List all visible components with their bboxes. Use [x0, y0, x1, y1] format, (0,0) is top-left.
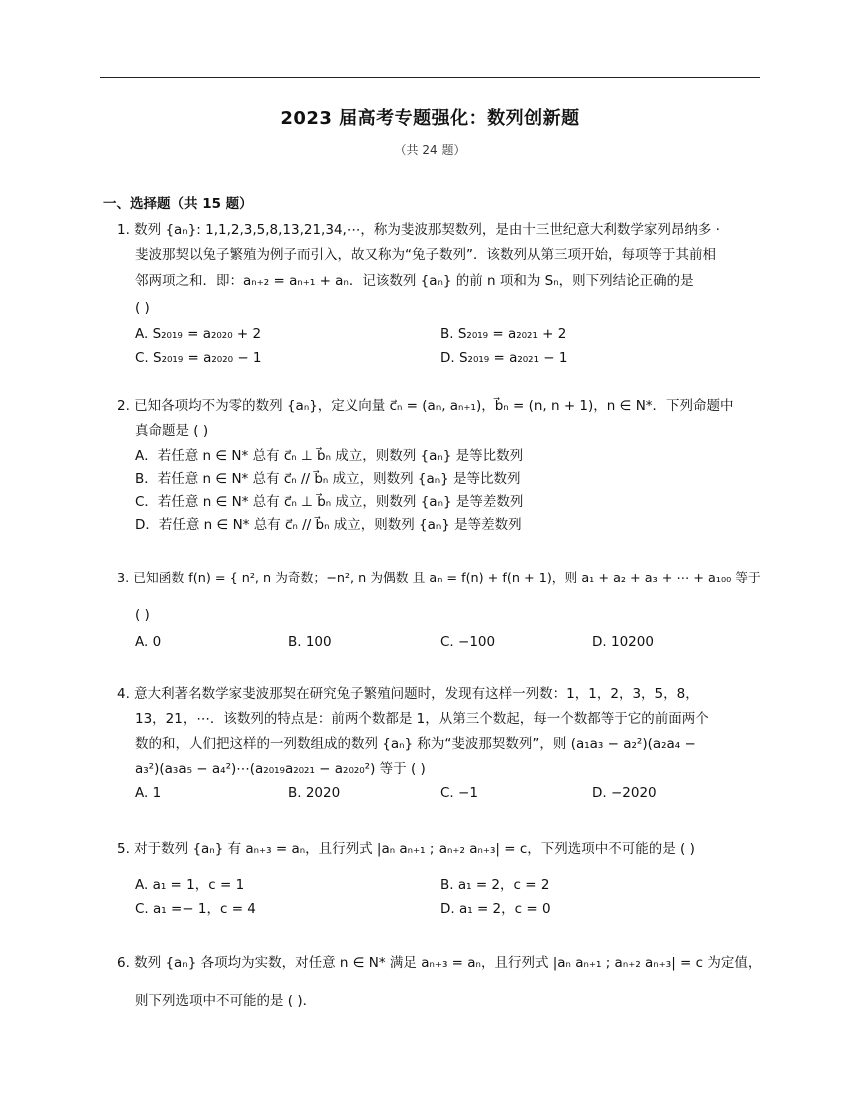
- question-line: 则下列选项中不可能的是 ( )．: [135, 993, 317, 1009]
- option-b: B. a₁ = 2，c = 2: [440, 877, 550, 893]
- question-line: 真命题是 ( ): [135, 423, 209, 439]
- option-a: A. 0: [135, 634, 162, 650]
- option-c: C．若任意 n ∈ N* 总有 c⃗ₙ ⊥ b⃗ₙ 成立，则数列 {aₙ} 是等差数列: [135, 494, 524, 510]
- option-a: A. a₁ = 1，c = 1: [135, 877, 245, 893]
- option-c: C. a₁ =− 1，c = 4: [135, 901, 256, 917]
- header-rule: [100, 77, 760, 78]
- option-d: D．若任意 n ∈ N* 总有 c⃗ₙ // b⃗ₙ 成立，则数列 {aₙ} 是等差数列: [135, 517, 522, 533]
- option-b: B. S₂₀₁₉ = a₂₀₂₁ + 2: [440, 326, 567, 342]
- question-line: 13，21，⋯．该数列的特点是：前两个数都是 1，从第三个数起，每一个数都等于它的前面两个: [135, 711, 709, 727]
- page-title: 2023 届高考专题强化：数列创新题: [280, 108, 580, 129]
- option-b: B. 2020: [288, 785, 341, 801]
- option-d: D. a₁ = 2，c = 0: [440, 901, 551, 917]
- page-subtitle: （共 24 题）: [394, 143, 466, 157]
- question-line: a₃²)(a₃a₅ − a₄²)⋯(a₂₀₁₉a₂₀₂₁ − a₂₀₂₀²) 等于 ( ): [135, 761, 426, 777]
- section-heading: 一、选择题（共 15 题）: [103, 196, 253, 212]
- option-d: D. 10200: [592, 634, 654, 650]
- option-b: B. 100: [288, 634, 332, 650]
- option-a: A. 1: [135, 785, 162, 801]
- question-line: 5. 对于数列 {aₙ} 有 aₙ₊₃ = aₙ，且行列式 |aₙ aₙ₊₁ ; aₙ₊₂ aₙ₊₃| = c，下列选项中不可能的是 ( ): [117, 841, 695, 857]
- option-a: A. S₂₀₁₉ = a₂₀₂₀ + 2: [135, 326, 262, 342]
- question-line: 数的和，人们把这样的一列数组成的数列 {aₙ} 称为“斐波那契数列”，则 (a₁a₃ − a₂²)(a₂a₄ −: [135, 736, 696, 752]
- option-a: A．若任意 n ∈ N* 总有 c⃗ₙ ⊥ b⃗ₙ 成立，则数列 {aₙ} 是等比数列: [135, 448, 524, 464]
- option-b: B．若任意 n ∈ N* 总有 c⃗ₙ // b⃗ₙ 成立，则数列 {aₙ} 是等比数列: [135, 471, 521, 487]
- question-line: 3. 已知函数 f(n) = { n², n 为奇数；−n², n 为偶数 且 aₙ = f(n) + f(n + 1)，则 a₁ + a₂ + a₃ + ⋯ + a₁₀₀ 等于: [117, 571, 761, 586]
- question-blank: ( ): [135, 607, 150, 623]
- question-line: 4. 意大利著名数学家斐波那契在研究兔子繁殖问题时，发现有这样一列数：1，1，2，3，5，8，: [117, 686, 699, 702]
- option-c: C. −100: [440, 634, 496, 650]
- question-blank: ( ): [135, 300, 150, 316]
- question-line: 6. 数列 {aₙ} 各项均为实数，对任意 n ∈ N* 满足 aₙ₊₃ = aₙ，且行列式 |aₙ aₙ₊₁ ; aₙ₊₂ aₙ₊₃| = c 为定值，: [117, 955, 762, 971]
- option-c: C. S₂₀₁₉ = a₂₀₂₀ − 1: [135, 350, 262, 366]
- question-line: 2. 已知各项均不为零的数列 {aₙ}，定义向量 c⃗ₙ = (aₙ, aₙ₊₁)，b⃗ₙ = (n, n + 1)，n ∈ N*．下列命题中: [117, 398, 734, 414]
- question-line: 斐波那契以兔子繁殖为例子而引入，故又称为“兔子数列”．该数列从第三项开始，每项等于其前相: [135, 247, 716, 263]
- option-d: D. S₂₀₁₉ = a₂₀₂₁ − 1: [440, 350, 568, 366]
- question-line: 邻两项之和．即：aₙ₊₂ = aₙ₊₁ + aₙ．记该数列 {aₙ} 的前 n 项和为 Sₙ，则下列结论正确的是: [135, 273, 694, 289]
- question-line: 1. 数列 {aₙ}: 1,1,2,3,5,8,13,21,34,⋯，称为斐波那契数列，是由十三世纪意大利数学家列昂纳多 ·: [117, 222, 720, 238]
- option-c: C. −1: [440, 785, 478, 801]
- option-d: D. −2020: [592, 785, 657, 801]
